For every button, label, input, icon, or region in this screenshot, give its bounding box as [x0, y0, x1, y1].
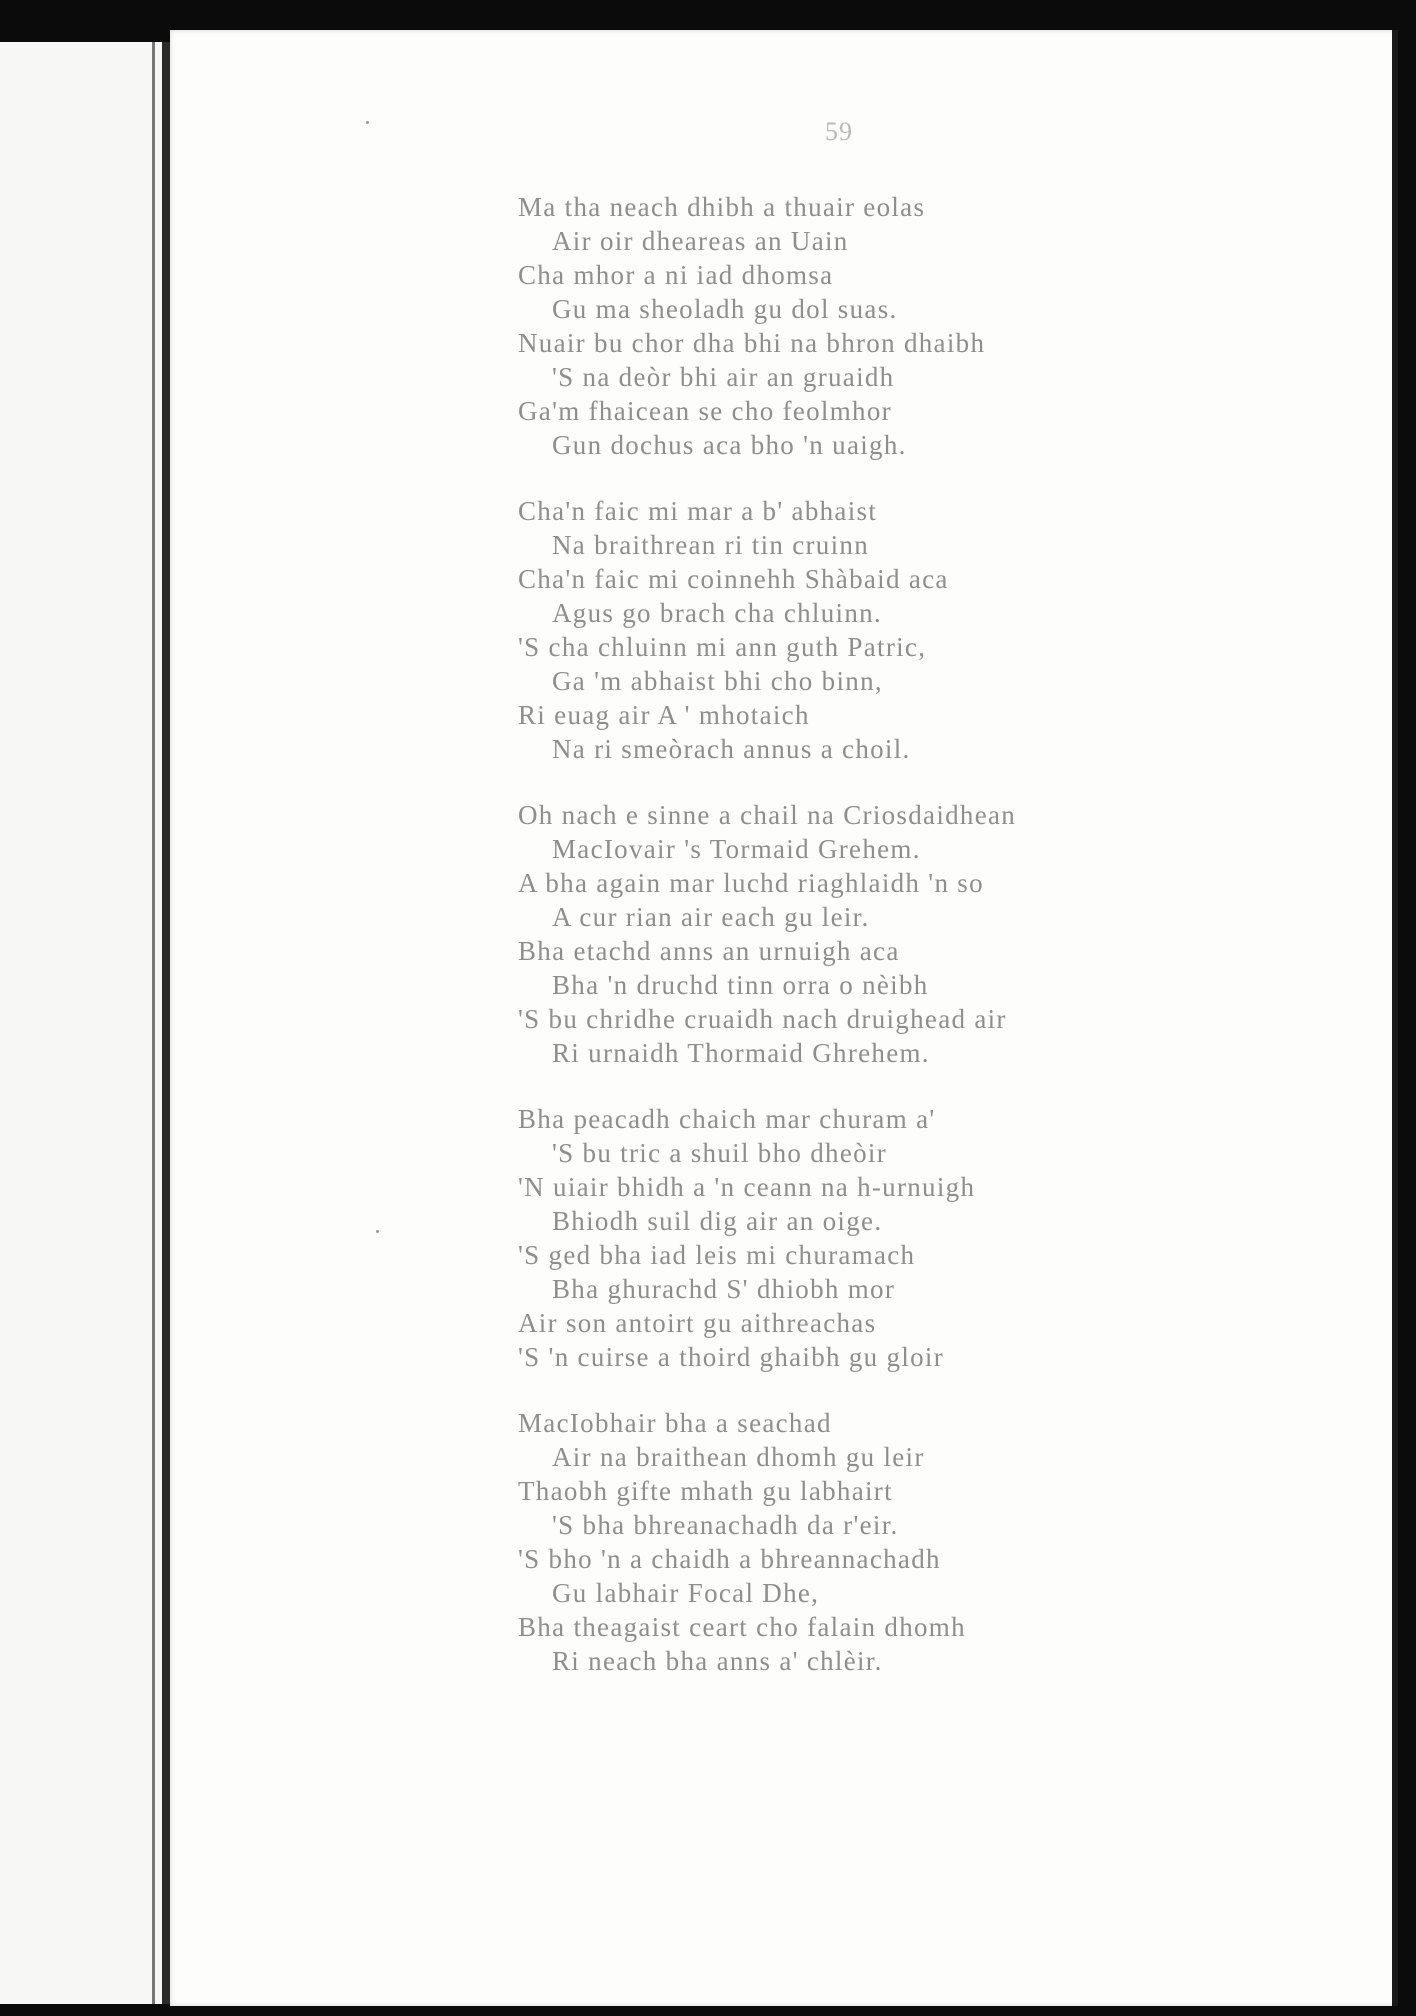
dust-speck: [376, 1230, 379, 1233]
stanza: [518, 190, 1378, 462]
poem-line: 'S bho 'n a chaidh a bhreannachadh: [518, 1544, 941, 1574]
poem-line: 'S 'n cuirse a thoird ghaibh gu gloir: [518, 1342, 945, 1372]
poem-text: [518, 190, 1378, 1710]
poem-line: Ma tha neach dhibh a thuair eolas: [518, 192, 926, 222]
poem-line: Thaobh gifte mhath gu labhairt: [518, 1476, 893, 1506]
poem-line: A cur rian air each gu leir.: [552, 902, 870, 932]
poem-line: Bha peacadh chaich mar churam a': [518, 1104, 936, 1134]
poem-line: 'S ged bha iad leis mi churamach: [518, 1240, 916, 1270]
poem-line: Air oir dheareas an Uain: [552, 226, 849, 256]
dust-speck: [366, 121, 369, 124]
poem-line: Oh nach e sinne a chail na Criosdaidhean: [518, 800, 1017, 830]
poem-line: MacIovair 's Tormaid Grehem.: [552, 834, 921, 864]
poem-line: Agus go brach cha chluinn.: [552, 598, 882, 628]
poem-line: Ga 'm abhaist bhi cho binn,: [552, 666, 883, 696]
poem-line: Bha 'n druchd tinn orra o nèibh: [552, 970, 929, 1000]
poem-line: Ri euag air A ' mhotaich: [518, 700, 810, 730]
poem-line: Air na braithean dhomh gu leir: [552, 1442, 925, 1472]
poem-line: Ri neach bha anns a' chlèir.: [552, 1646, 883, 1676]
poem-line: Gun dochus aca bho 'n uaigh.: [552, 430, 907, 460]
poem-line: Cha'n faic mi coinnehh Shàbaid aca: [518, 564, 949, 594]
page-right-border: [1392, 30, 1398, 2006]
left-page-edge: [0, 42, 170, 2004]
poem-line: 'S bu chridhe cruaidh nach druighead air: [518, 1004, 1007, 1034]
poem-line: Bha etachd anns an urnuigh aca: [518, 936, 900, 966]
poem-line: 'S bha bhreanachadh da r'eir.: [552, 1510, 899, 1540]
poem-line: Bha theagaist ceart cho falain dhomh: [518, 1612, 966, 1642]
poem-line: Cha mhor a ni iad dhomsa: [518, 260, 834, 290]
stanza: [518, 1102, 1378, 1374]
poem-line: 'N uiair bhidh a 'n ceann na h-urnuigh: [518, 1172, 976, 1202]
poem-line: Na braithrean ri tin cruinn: [552, 530, 869, 560]
poem-line: Air son antoirt gu aithreachas: [518, 1308, 877, 1338]
poem-line: Ga'm fhaicean se cho feolmhor: [518, 396, 892, 426]
poem-line: 'S na deòr bhi air an gruaidh: [552, 362, 895, 392]
poem-line: A bha again mar luchd riaghlaidh 'n so: [518, 868, 984, 898]
poem-line: Bha ghurachd S' dhiobh mor: [552, 1274, 896, 1304]
poem-line: Ri urnaidh Thormaid Ghrehem.: [552, 1038, 930, 1068]
poem-line: Gu ma sheoladh gu dol suas.: [552, 294, 898, 324]
page-number: 59: [825, 117, 853, 146]
poem-line: 'S bu tric a shuil bho dheòir: [552, 1138, 888, 1168]
poem-line: Na ri smeòrach annus a choil.: [552, 734, 911, 764]
poem-line: Bhiodh suil dig air an oige.: [552, 1206, 883, 1236]
stanza: [518, 494, 1378, 766]
poem-line: 'S cha chluinn mi ann guth Patric,: [518, 632, 927, 662]
binding-line: [152, 42, 155, 2004]
stanza: [518, 1406, 1378, 1678]
stanza: [518, 798, 1378, 1070]
poem-line: MacIobhair bha a seachad: [518, 1408, 832, 1438]
poem-line: Gu labhair Focal Dhe,: [552, 1578, 820, 1608]
poem-line: Nuair bu chor dha bhi na bhron dhaibh: [518, 328, 986, 358]
poem-line: Cha'n faic mi mar a b' abhaist: [518, 496, 878, 526]
